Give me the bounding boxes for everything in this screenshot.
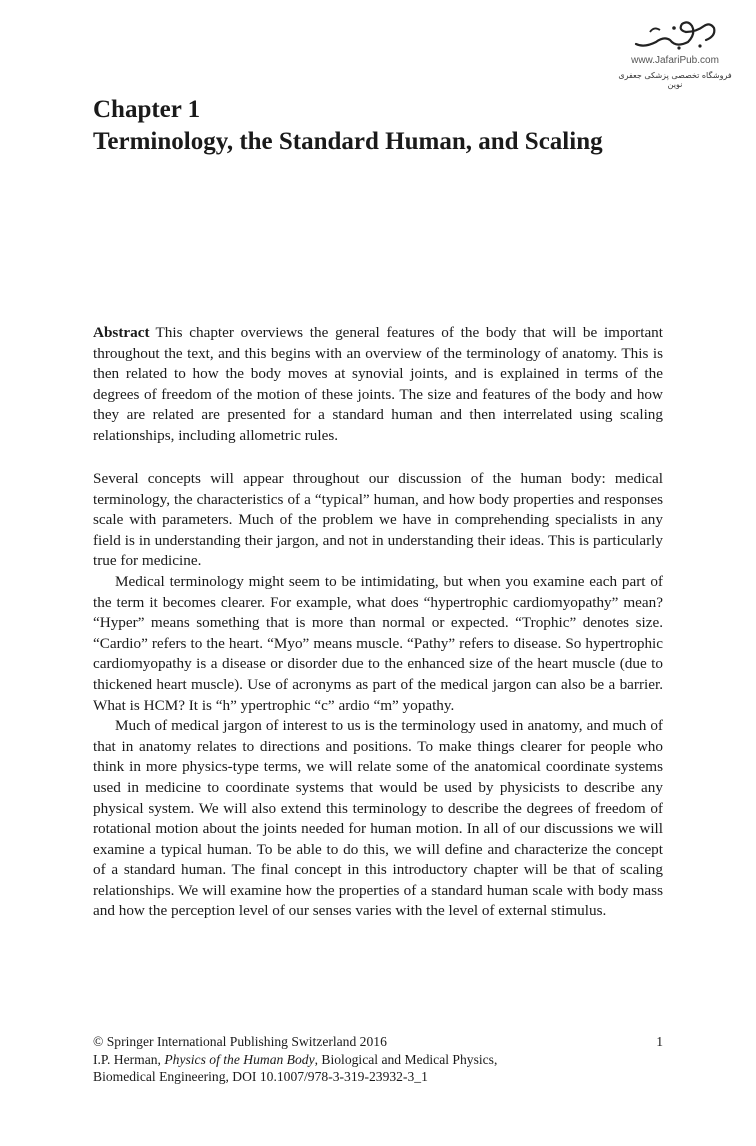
footer: [93, 1033, 663, 1086]
logo-url: www.JafariPub.com: [631, 55, 719, 66]
calligraphy-logo-icon: [630, 18, 720, 54]
citation-book-title: Physics of the Human Body: [164, 1051, 315, 1067]
logo-tagline: فروشگاه تخصصی پزشکی جعفری نوین: [618, 71, 732, 89]
body-paragraph-3: Much of medical jargon of interest to us is the terminology used in anatomy, and much of that in anatomy relates to directions and positions. To make things clearer for people who think in more physics-type terms, we will relate some of the anatomical coordinate systems used in medicine to coordinate systems that would be used by physicists to describe any physical system. We will also extend this terminology to describe the degrees of freedom of rotational motion about the joints needed for human motion. In all of our discussions we will examine a typical human. To be able to do this, we will define and characterize the concept of a standard human. The final concept in this introductory chapter will be that of scaling relationships. We will examine how the properties of a standard human scale with body mass and how the perception level of our senses varies with the level of external stimulus.: [93, 717, 663, 920]
body-text: [93, 469, 663, 922]
page-number: 1: [656, 1034, 663, 1049]
chapter-title: Terminology, the Standard Human, and Scaling: [93, 128, 603, 155]
chapter-label: Chapter 1: [93, 96, 201, 123]
abstract-text: This chapter overviews the general features of the body that will be important throughout the text, and this begins with an overview of the terminology of anatomy. This is then related to how the body moves at synovial joints, and is explained in terms of the degrees of freedom of the motion of these joints. The size and features of the body and how they are related are presented for a standard human and then interrelated using scaling relationships, including allometric rules.: [93, 324, 663, 444]
copyright-line: © Springer International Publishing Switzerland 2016: [93, 1034, 387, 1049]
abstract-label: Abstract: [93, 324, 150, 341]
citation-suffix: , Biological and Medical Physics,: [314, 1051, 498, 1067]
body-paragraph-1: Several concepts will appear throughout our discussion of the human body: medical terminology, the characteristics of a “typical” human, and how body properties and responses scale with parameters. Much of the problem we have in comprehending specialists in any field is in understanding their jargon, and not in understanding their ideas. This is particularly true for medicine.: [93, 470, 663, 570]
citation-line: [93, 1051, 663, 1069]
citation-prefix: I.P. Herman,: [93, 1051, 165, 1067]
citation-doi-line: Biomedical Engineering, DOI 10.1007/978-3-319-23932-3_1: [93, 1069, 428, 1084]
abstract: [93, 323, 663, 447]
publisher-logo: [612, 18, 738, 89]
body-paragraph-2: Medical terminology might seem to be intimidating, but when you examine each part of the term it becomes clearer. For example, what does “hypertrophic cardiomyopathy” mean? “Hyper” means something that is more than normal or expected. “Trophic” denotes size. “Cardio” refers to the heart. “Myo” means muscle. “Pathy” refers to disease. So hypertrophic cardiomyopathy is a disease or disorder due to the enhanced size of the heart muscle (due to thickened heart muscle). Use of acronyms as part of the medical jargon can also be a barrier. What is HCM? It is “h” ypertrophic “c” ardio “m” yopathy.: [93, 572, 663, 714]
